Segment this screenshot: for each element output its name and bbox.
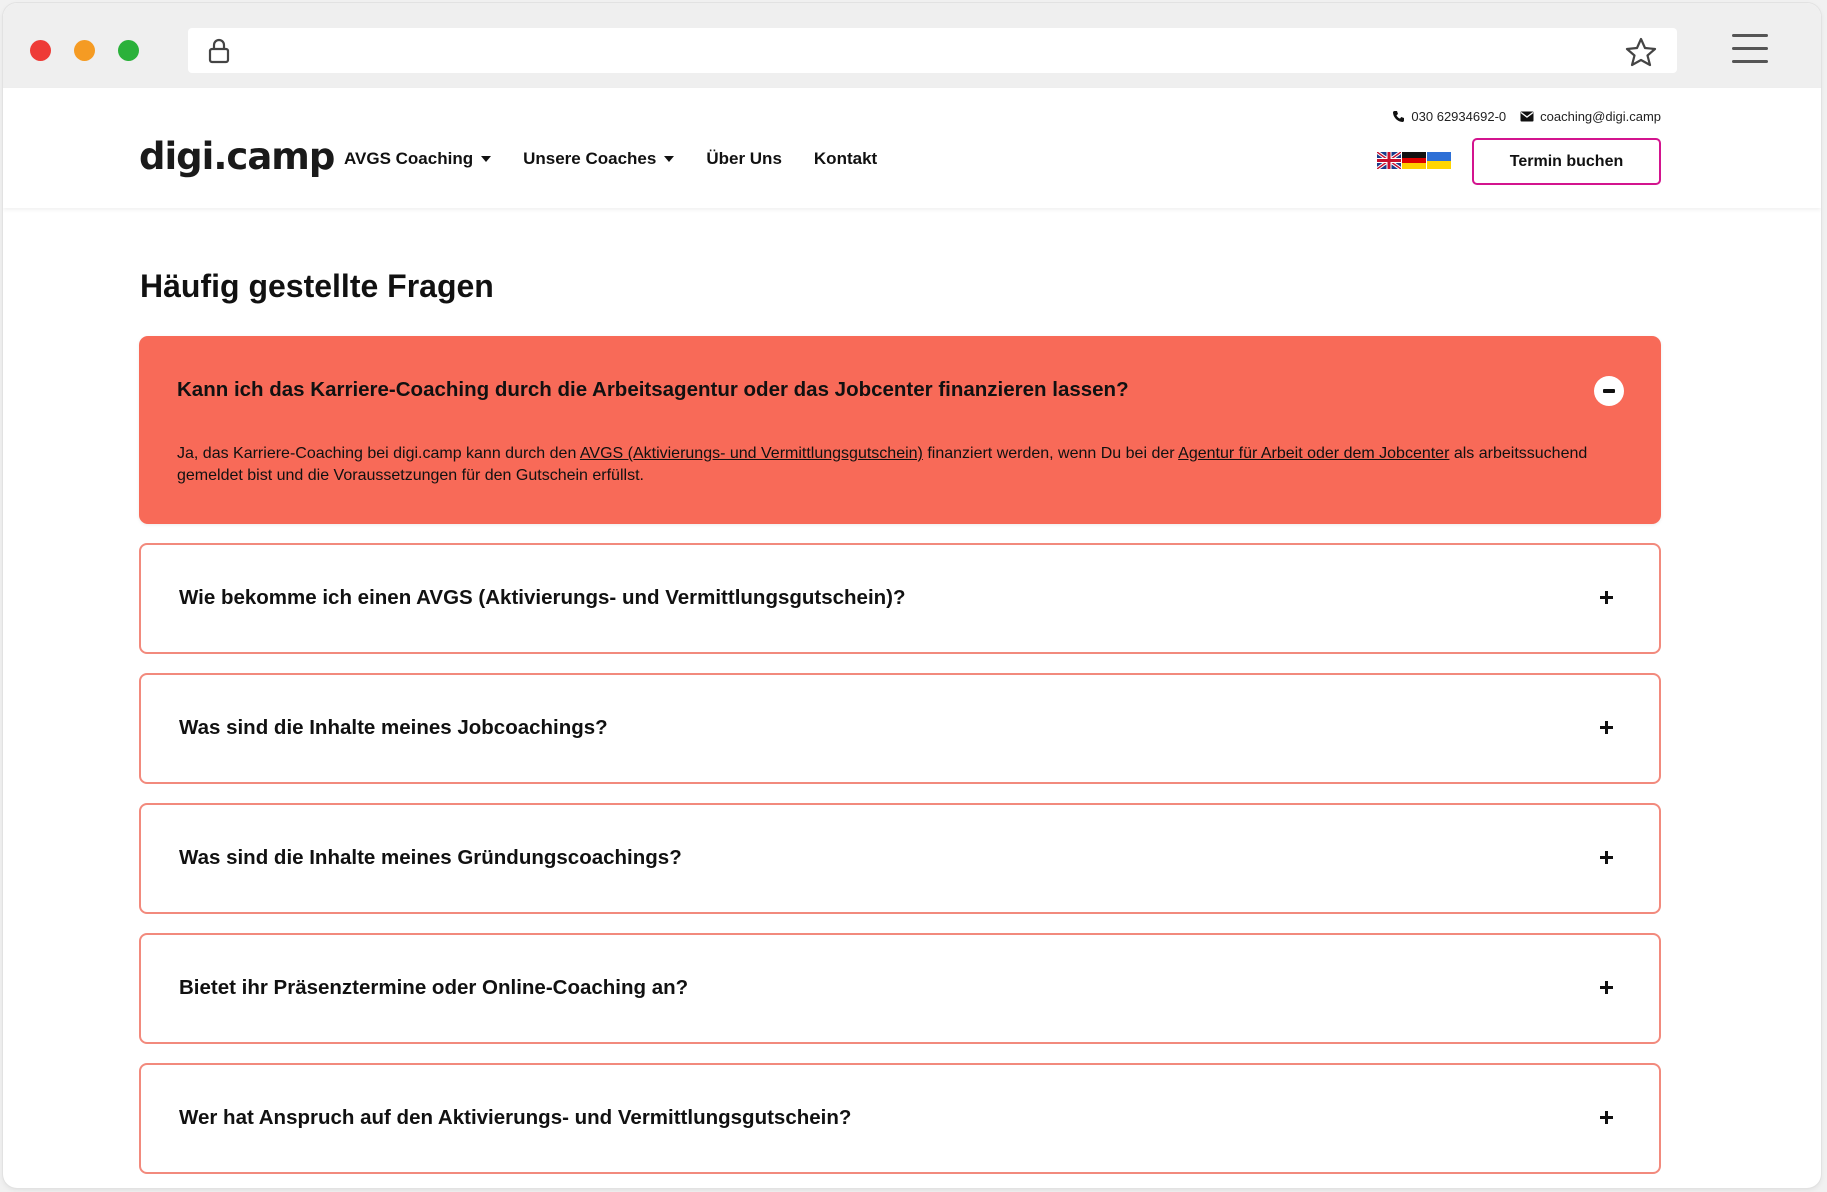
faq-question: Bietet ihr Präsenztermine oder Online-Coaching an? <box>179 976 689 999</box>
browser-toolbar <box>3 3 1821 88</box>
browser-window <box>3 3 1821 1188</box>
maximize-window-button[interactable] <box>118 40 139 61</box>
faq-item[interactable] <box>139 673 1661 784</box>
contact-info <box>1378 109 1661 124</box>
lock-icon <box>207 38 231 64</box>
plus-icon[interactable] <box>1600 591 1614 605</box>
nav-item-kontakt[interactable] <box>814 149 877 169</box>
email-link[interactable] <box>1520 109 1661 124</box>
nav-item-label: Über Uns <box>706 149 782 168</box>
plus-icon[interactable] <box>1600 1111 1614 1125</box>
plus-icon[interactable] <box>1600 981 1614 995</box>
faq-item-expanded <box>139 336 1661 524</box>
faq-item[interactable] <box>139 543 1661 654</box>
answer-text: Ja, das Karriere-Coaching bei digi.camp kann durch den <box>177 445 580 462</box>
hamburger-icon[interactable] <box>1732 34 1768 66</box>
faq-question: Was sind die Inhalte meines Gründungscoachings? <box>179 846 682 869</box>
nav-item-label: Unsere Coaches <box>523 149 657 168</box>
answer-text: finanziert werden, wenn Du bei der <box>922 445 1179 462</box>
flag-ua-icon[interactable] <box>1427 152 1451 169</box>
close-window-button[interactable] <box>30 40 51 61</box>
mail-icon <box>1520 111 1534 122</box>
plus-icon[interactable] <box>1600 721 1614 735</box>
nav-item-label: AVGS Coaching <box>344 149 474 168</box>
nav-item-unsere-coaches[interactable] <box>523 149 674 169</box>
phone-icon <box>1392 110 1405 123</box>
phone-link[interactable] <box>1392 109 1506 124</box>
logo[interactable]: digi.camp <box>139 135 335 178</box>
nav-item-avgs-coaching[interactable] <box>344 149 491 169</box>
agentur-link[interactable]: Agentur für Arbeit oder dem Jobcenter <box>1178 445 1450 462</box>
nav-item-label: Kontakt <box>813 149 878 168</box>
avgs-link[interactable]: AVGS (Aktivierungs- und Vermittlungsgutschein) <box>579 445 923 462</box>
main-nav <box>344 149 909 169</box>
faq-item[interactable] <box>139 1063 1661 1174</box>
answer-text: als arbeitssuchend gemeldet bist und die Voraussetzungen für den Gutschein erfüllst. <box>177 445 1588 484</box>
faq-question[interactable]: Kann ich das Karriere-Coaching durch die Arbeitsagentur oder das Jobcenter finanzieren lassen? <box>177 378 1129 401</box>
faq-item[interactable] <box>139 933 1661 1044</box>
flag-de-icon[interactable] <box>1402 152 1426 169</box>
flag-uk-icon[interactable] <box>1377 152 1401 169</box>
plus-icon[interactable] <box>1600 851 1614 865</box>
star-icon[interactable] <box>1625 37 1657 67</box>
faq-accordion <box>139 336 1661 1174</box>
minus-icon[interactable] <box>1594 376 1624 406</box>
faq-answer <box>177 443 1627 487</box>
site-header <box>3 88 1821 208</box>
faq-question: Was sind die Inhalte meines Jobcoachings? <box>179 716 608 739</box>
email-address: coaching@digi.camp <box>1540 109 1661 124</box>
chevron-down-icon <box>664 156 674 162</box>
phone-number: 030 62934692-0 <box>1411 109 1507 124</box>
minimize-window-button[interactable] <box>74 40 95 61</box>
chevron-down-icon <box>481 156 491 162</box>
page-title: Häufig gestellte Fragen <box>140 268 494 304</box>
language-switcher <box>1377 152 1452 169</box>
book-appointment-button[interactable]: Termin buchen <box>1472 138 1661 185</box>
faq-question: Wer hat Anspruch auf den Aktivierungs- und Vermittlungsgutschein? <box>179 1106 852 1129</box>
nav-item-ueber-uns[interactable] <box>706 149 782 169</box>
faq-question: Wie bekomme ich einen AVGS (Aktivierungs- und Vermittlungsgutschein)? <box>179 586 906 609</box>
address-bar[interactable] <box>188 28 1677 73</box>
faq-item[interactable] <box>139 803 1661 914</box>
